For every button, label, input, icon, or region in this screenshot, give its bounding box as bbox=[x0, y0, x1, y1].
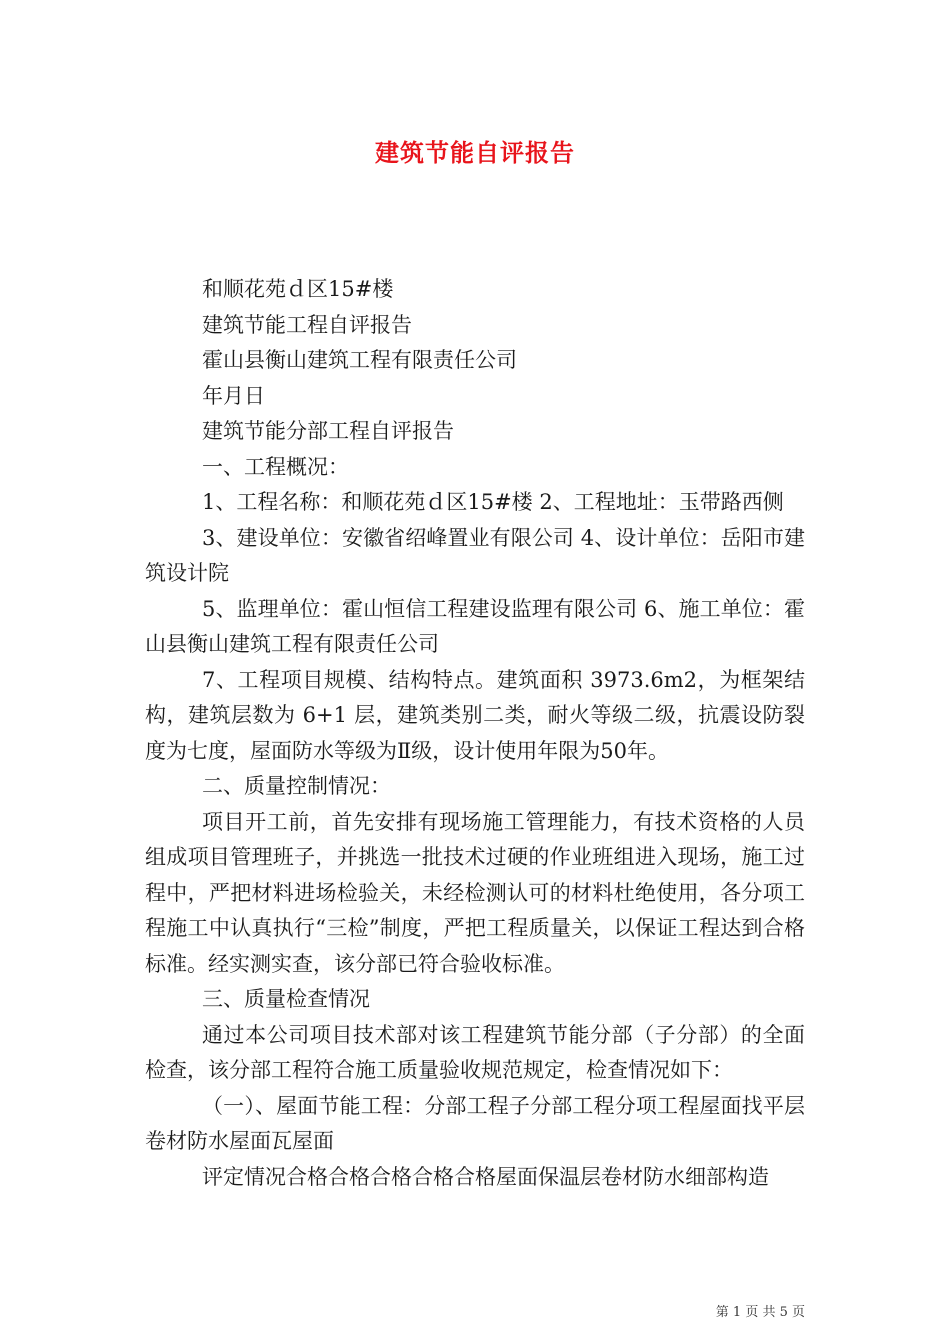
section3-paragraph-3: 评定情况合格合格合格合格合格屋面保温层卷材防水细部构造 bbox=[202, 1164, 769, 1189]
section1-paragraph-2: 3、建设单位：安徽省绍峰置业有限公司 4、设计单位：岳阳市建筑设计院 bbox=[145, 525, 805, 585]
section1-paragraph-4: 7、工程项目规模、结构特点。建筑面积 3973.6m2，为框架结构，建筑层数为 6+1 层，建筑类别二类，耐火等级二级，抗震设防裂度为七度，屋面防水等级为Ⅱ级，设计使用年限为50年。 bbox=[145, 667, 805, 763]
section2-heading: 二、质量控制情况： bbox=[202, 774, 391, 798]
cover-company: 霍山县衡山建筑工程有限责任公司 bbox=[202, 348, 517, 372]
section3-paragraph-2: （一）、屋面节能工程：分部工程子分部工程分项工程屋面找平层卷材防水屋面瓦屋面 bbox=[145, 1093, 805, 1153]
cover-date: 年月日 bbox=[202, 383, 265, 408]
page-number-footer: 第 1 页 共 5 页 bbox=[715, 1305, 805, 1320]
section1-paragraph-1: 1、工程名称：和顺花苑ｄ区15#楼 2、工程地址：玉带路西侧 bbox=[202, 490, 784, 514]
cover-subtitle: 建筑节能分部工程自评报告 bbox=[202, 419, 454, 443]
section3-heading: 三、质量检查情况 bbox=[202, 987, 370, 1011]
document-title: 建筑节能自评报告 bbox=[375, 138, 575, 167]
section1-heading: 一、工程概况： bbox=[202, 454, 349, 479]
section1-paragraph-3: 5、监理单位：霍山恒信工程建设监理有限公司 6、施工单位：霍山县衡山建筑工程有限责任公司 bbox=[145, 596, 805, 656]
section2-paragraph-1: 项目开工前，首先安排有现场施工管理能力，有技术资格的人员组成项目管理班子，并挑选一批技术过硬的作业班组进入现场，施工过程中，严把材料进场检验关，未经检测认可的材料杜绝使用，各分项工程施工中认真执行“三检”制度，严把工程质量关，以保证工程达到合格标准。经实测实查，该分部已符合验收标准。 bbox=[145, 809, 805, 976]
document-body bbox=[145, 272, 805, 1195]
section3-paragraph-1: 通过本公司项目技术部对该工程建筑节能分部（子分部）的全面检查，该分部工程符合施工质量验收规范规定，检查情况如下： bbox=[145, 1022, 805, 1082]
cover-project: 和顺花苑ｄ区15#楼 bbox=[202, 277, 394, 301]
cover-report-name: 建筑节能工程自评报告 bbox=[202, 312, 412, 337]
